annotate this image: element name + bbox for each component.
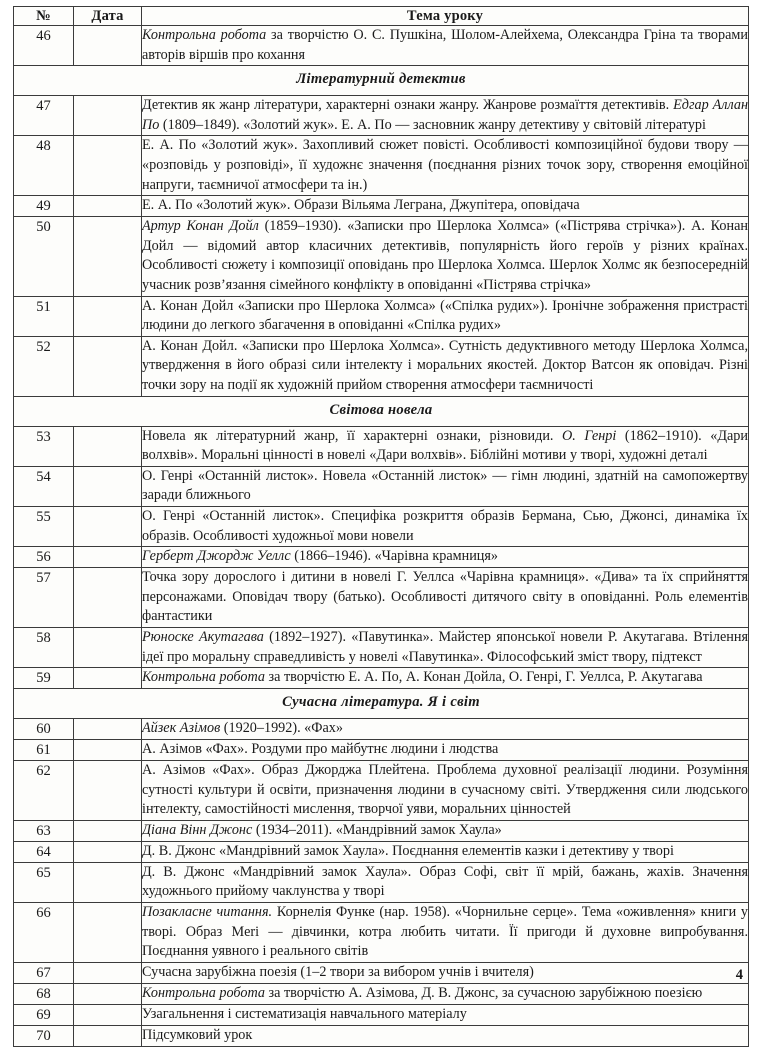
section-title: Сучасна література. Я і світ [14,689,749,719]
table-row [14,336,749,396]
lesson-date-cell[interactable] [74,217,142,296]
lesson-number-cell: 54 [14,466,74,506]
lesson-date-cell[interactable] [74,627,142,667]
lesson-theme-cell: А. Конан Дойл «Записки про Шерлока Холмса» («Спілка рудих»). Іронічне зображення пристрасті людини до легкого збагачення в оповіданні «Спілка рудих» [142,296,749,336]
lesson-date-cell[interactable] [74,26,142,66]
column-header-number: № [14,7,74,26]
section-header-row [14,396,749,426]
lesson-date-cell[interactable] [74,568,142,628]
lesson-theme-cell: Діана Вінн Джонс (1934–2011). «Мандрівний замок Хаула» [142,820,749,841]
lesson-theme-cell: Детектив як жанр літератури, характерні ознаки жанру. Жанрове розмаїття детективів. Едгар Аллан По (1809–1849). «Золотий жук». Е. А. По — засновник жанру детективу у світовій літературі [142,96,749,136]
table-row [14,296,749,336]
lesson-date-cell[interactable] [74,740,142,761]
table-row [14,719,749,740]
lesson-theme-cell: Контрольна робота за творчістю Е. А. По, А. Конан Дойла, О. Генрі, Г. Уеллса, Р. Акутагава [142,668,749,689]
section-title: Світова новела [14,396,749,426]
lesson-theme-cell: А. Конан Дойл. «Записки про Шерлока Холмса». Сутність дедуктивного методу Шерлока Холмса, утвердження в його образі сили інтелекту і моральних якостей. Доктор Ватсон як оповідач. Різні точки зору на події як художній прийом створення атмосфери таємничості [142,336,749,396]
lesson-number-cell: 59 [14,668,74,689]
table-row [14,466,749,506]
lesson-date-cell[interactable] [74,761,142,821]
table-row [14,627,749,667]
lesson-date-cell[interactable] [74,426,142,466]
lesson-date-cell[interactable] [74,719,142,740]
lesson-number-cell: 46 [14,26,74,66]
lesson-number-cell: 50 [14,217,74,296]
lesson-theme-cell: Д. В. Джонс «Мандрівний замок Хаула». Поєднання елементів казки і детективу у творі [142,841,749,862]
column-header-theme: Тема уроку [142,7,749,26]
lesson-number-cell: 69 [14,1004,74,1025]
lesson-date-cell[interactable] [74,1004,142,1025]
table-row [14,217,749,296]
lesson-date-cell[interactable] [74,196,142,217]
lesson-number-cell: 52 [14,336,74,396]
table-row [14,962,749,983]
table-row [14,568,749,628]
lesson-theme-cell: А. Азімов «Фах». Роздуми про майбутнє людини і людства [142,740,749,761]
section-header-row [14,689,749,719]
lesson-date-cell[interactable] [74,96,142,136]
lesson-number-cell: 65 [14,862,74,902]
lesson-theme-cell: О. Генрі «Останній листок». Новела «Останній листок» — гімн людині, здатній на самопожертву заради ближнього [142,466,749,506]
lesson-theme-cell: Е. А. По «Золотий жук». Захопливий сюжет повісті. Особливості композиційної будови твору — «розповідь у розповіді», її художнє значення (поєднання різних точок зору, створення емоційної напруги, таємничої атмосфери та ін.) [142,136,749,196]
lesson-number-cell: 48 [14,136,74,196]
lesson-date-cell[interactable] [74,841,142,862]
lesson-date-cell[interactable] [74,983,142,1004]
table-row [14,1004,749,1025]
lesson-date-cell[interactable] [74,136,142,196]
lesson-theme-cell: Д. В. Джонс «Мандрівний замок Хаула». Образ Софі, світ її мрій, бажань, жахів. Значення художнього прийому чаклунства у творі [142,862,749,902]
table-row [14,426,749,466]
lesson-theme-cell: Герберт Джордж Уеллс (1866–1946). «Чарівна крамниця» [142,547,749,568]
lesson-date-cell[interactable] [74,296,142,336]
lesson-date-cell[interactable] [74,336,142,396]
lesson-theme-cell: А. Азімов «Фах». Образ Джорджа Плейтена. Проблема духовної реалізації людини. Розуміння сутності культури й освіти, призначення людини в сучасному світі. Утвердження сили людського інтелекту, самостійності мислення, творчої уяви, моральних цінностей [142,761,749,821]
lesson-number-cell: 62 [14,761,74,821]
lesson-theme-cell: Айзек Азімов (1920–1992). «Фах» [142,719,749,740]
lesson-number-cell: 47 [14,96,74,136]
table-row [14,547,749,568]
lesson-number-cell: 55 [14,506,74,546]
lesson-theme-cell: Контрольна робота за творчістю О. С. Пушкіна, Шолом-Алейхема, Олександра Гріна та творами авторів віршів про кохання [142,26,749,66]
lesson-theme-cell: Артур Конан Дойл (1859–1930). «Записки про Шерлока Холмса» («Пістрява стрічка»). А. Конан Дойл — відомий автор класичних детективів, популярність його героїв у різних країнах. Особливості сюжету і композиції оповідань про Шерлока Холмса. Шерлок Холмс як безпосередній учасник розв’язання сімейного конфлікту в оповіданні «Пістрява стрічка» [142,217,749,296]
lesson-date-cell[interactable] [74,820,142,841]
lesson-theme-cell: Е. А. По «Золотий жук». Образи Вільяма Леграна, Джупітера, оповідача [142,196,749,217]
lesson-theme-cell: Позакласне читання. Корнелія Функе (нар. 1958). «Чорнильне серце». Тема «оживлення» книги у творі. Образ Meri — дівчинки, котра любить читати. Її пригоди й духовне випробування. Поєднання уявного і реального світів [142,903,749,963]
lesson-number-cell: 67 [14,962,74,983]
lesson-theme-cell: Точка зору дорослого і дитини в новелі Г. Уеллса «Чарівна крамниця». «Дива» та їх сприйняття персонажами. Оповідач твору (батько). Особливості дитячого світу в оповіданні. Роль елементів фантастики [142,568,749,628]
table-row [14,96,749,136]
table-row [14,136,749,196]
table-row [14,903,749,963]
lesson-number-cell: 66 [14,903,74,963]
table-header [14,7,749,26]
lesson-date-cell[interactable] [74,962,142,983]
lesson-date-cell[interactable] [74,903,142,963]
lesson-plan-table [13,6,749,1047]
lesson-theme-cell: О. Генрі «Останній листок». Специфіка розкриття образів Бермана, Сью, Джонсі, динаміка їх образів. Особливості художньої мови новели [142,506,749,546]
table-body [14,26,749,1047]
table-row [14,740,749,761]
page-number: 4 [735,967,743,983]
table-header-row [14,7,749,26]
table-row [14,983,749,1004]
table-row [14,668,749,689]
lesson-number-cell: 64 [14,841,74,862]
lesson-number-cell: 70 [14,1025,74,1046]
lesson-theme-cell: Сучасна зарубіжна поезія (1–2 твори за вибором учнів і вчителя) [142,962,749,983]
lesson-number-cell: 60 [14,719,74,740]
table-row [14,862,749,902]
table-row [14,196,749,217]
lesson-theme-cell: Узагальнення і систематизація навчального матеріалу [142,1004,749,1025]
table-row [14,1025,749,1046]
lesson-number-cell: 49 [14,196,74,217]
table-row [14,820,749,841]
table-row [14,26,749,66]
lesson-date-cell[interactable] [74,668,142,689]
lesson-date-cell[interactable] [74,1025,142,1046]
lesson-number-cell: 68 [14,983,74,1004]
lesson-number-cell: 61 [14,740,74,761]
lesson-date-cell[interactable] [74,862,142,902]
lesson-number-cell: 57 [14,568,74,628]
lesson-theme-cell: Підсумковий урок [142,1025,749,1046]
table-row [14,761,749,821]
lesson-number-cell: 58 [14,627,74,667]
lesson-date-cell[interactable] [74,506,142,546]
lesson-theme-cell: Новела як літературний жанр, її характерні ознаки, різновиди. О. Генрі (1862–1910). «Дари волхвів». Моральні цінності в новелі «Дари волхвів». Біблійні мотиви у творі, художні деталі [142,426,749,466]
section-title: Літературний детектив [14,66,749,96]
lesson-theme-cell: Контрольна робота за творчістю А. Азімова, Д. В. Джонс, за сучасною зарубіжною поезією [142,983,749,1004]
lesson-number-cell: 51 [14,296,74,336]
lesson-number-cell: 63 [14,820,74,841]
lesson-number-cell: 53 [14,426,74,466]
table-row [14,506,749,546]
lesson-date-cell[interactable] [74,466,142,506]
section-header-row [14,66,749,96]
lesson-theme-cell: Рюноске Акутагава (1892–1927). «Павутинка». Майстер японської новели Р. Акутагава. Втілення ідеї про моральну справедливість у новелі «Павутинка». Філософський зміст твору, підтекст [142,627,749,667]
table-row [14,841,749,862]
column-header-date: Дата [74,7,142,26]
lesson-date-cell[interactable] [74,547,142,568]
lesson-number-cell: 56 [14,547,74,568]
